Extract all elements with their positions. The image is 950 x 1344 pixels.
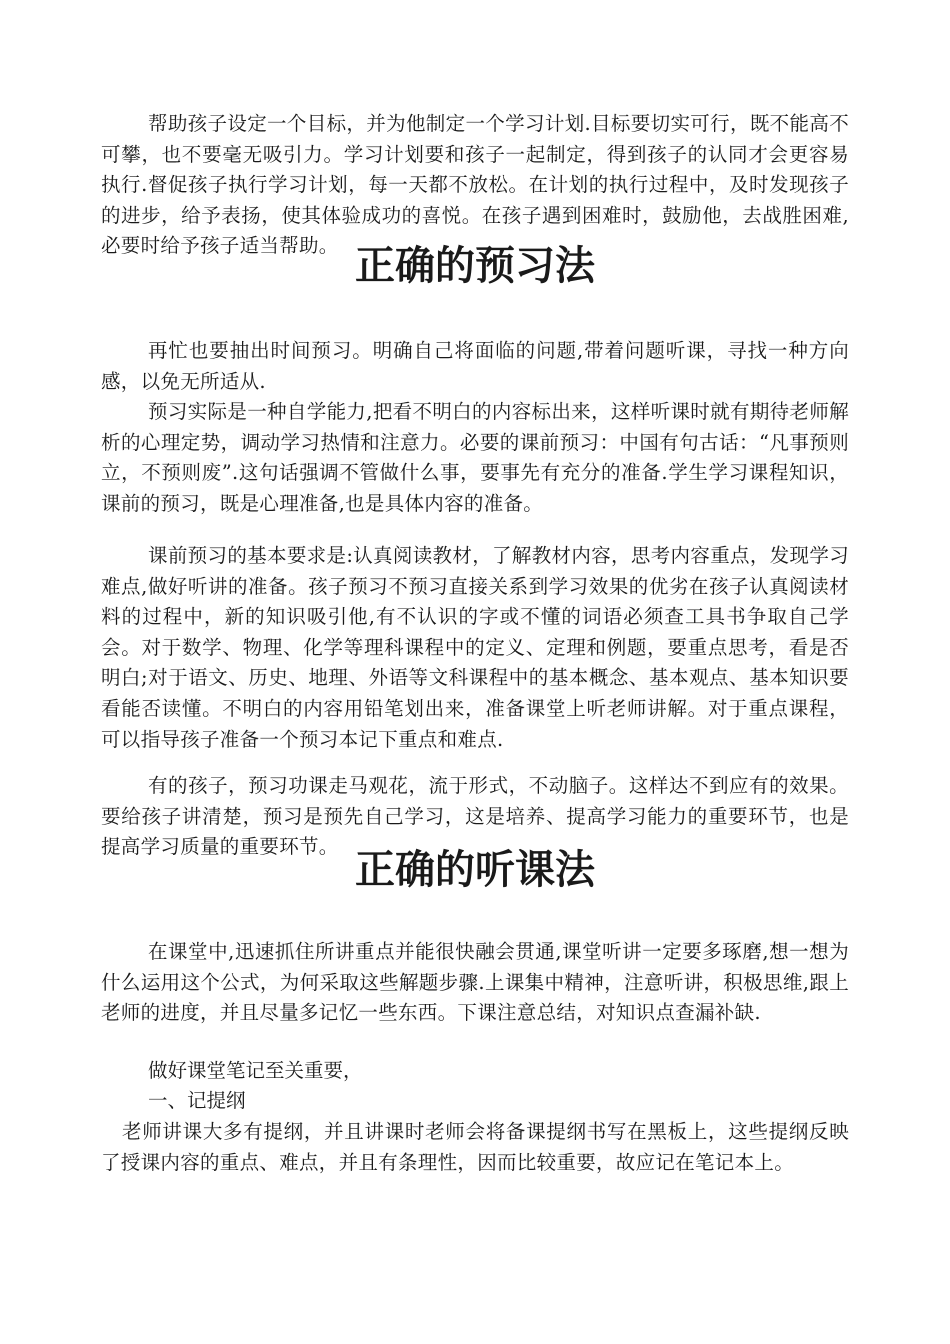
heading-preview-method: 正确的预习法 (355, 243, 595, 289)
heading-listening-method: 正确的听课法 (355, 847, 595, 893)
paragraph-notes-importance: 做好课堂笔记至关重要， (148, 1059, 363, 1082)
paragraph-outline-notes: 老师讲课大多有提纲，并且讲课时老师会将备课提纲书写在黑板上，这些提纲反映了授课内容的重点、难点，并且有条理性，因而比较重要，故应记在笔记本上。 (101, 1120, 849, 1174)
paragraph-preview-self-study: 预习实际是一种自学能力,把看不明白的内容标出来，这样听课时就有期待老师解析的心理定势，调动学习热情和注意力。必要的课前预习：中国有句古话：“凡事预则立，不预则废”.这句话强调不管做什么事，要事先有充分的准备.学生学习课程知识，课前的预习，既是心理准备,也是具体内容的准备。 (101, 400, 849, 515)
paragraph-preview-requirements: 课前预习的基本要求是:认真阅读教材，了解教材内容，思考内容重点，发现学习难点,做好听讲的准备。孩子预习不预习直接关系到学习效果的优劣在孩子认真阅读材料的过程中，新的知识吸引他,有不认识的字或不懂的词语必须查工具书争取自己学会。对于数学、物理、化学等理科课程中的定义、定理和例题，要重点思考，看是否明白;对于语文、历史、地理、外语等文科课程中的基本概念、基本观点、基本知识要看能否读懂。不明白的内容用铅笔划出来，准备课堂上听老师讲解。对于重点课程，可以指导孩子准备一个预习本记下重点和难点. (101, 544, 849, 751)
paragraph-listening-focus: 在课堂中,迅速抓住所讲重点并能很快融会贯通,课堂听讲一定要多琢磨,想一想为什么运用这个公式，为何采取这些解题步骤.上课集中精神，注意听讲，积极思维,跟上老师的进度，并且尽量多记忆一些东西。下课注意总结，对知识点查漏补缺. (101, 940, 849, 1025)
paragraph-preview-intro: 再忙也要抽出时间预习。明确自己将面临的问题,带着问题听课，寻找一种方向感，以免无所适从. (101, 339, 849, 393)
list-item-outline-heading: 一、记提纲 (148, 1089, 246, 1112)
paragraph-preview-effect: 有的孩子，预习功课走马观花，流于形式，不动脑子。这样达不到应有的效果。要给孩子讲清楚，预习是预先自己学习，这是培养、提高学习能力的重要环节，也是提高学习质量的重要环节。 (101, 774, 849, 859)
paragraph-goal-setting: 帮助孩子设定一个目标，并为他制定一个学习计划.目标要切实可行，既不能高不可攀，也不要毫无吸引力。学习计划要和孩子一起制定，得到孩子的认同才会更容易执行.督促孩子执行学习计划，每一天都不放松。在计划的执行过程中，及时发现孩子的进步，给予表扬，使其体验成功的喜悦。在孩子遇到困难时，鼓励他，去战胜困难,必要时给予孩子适当帮助。 (101, 112, 849, 258)
